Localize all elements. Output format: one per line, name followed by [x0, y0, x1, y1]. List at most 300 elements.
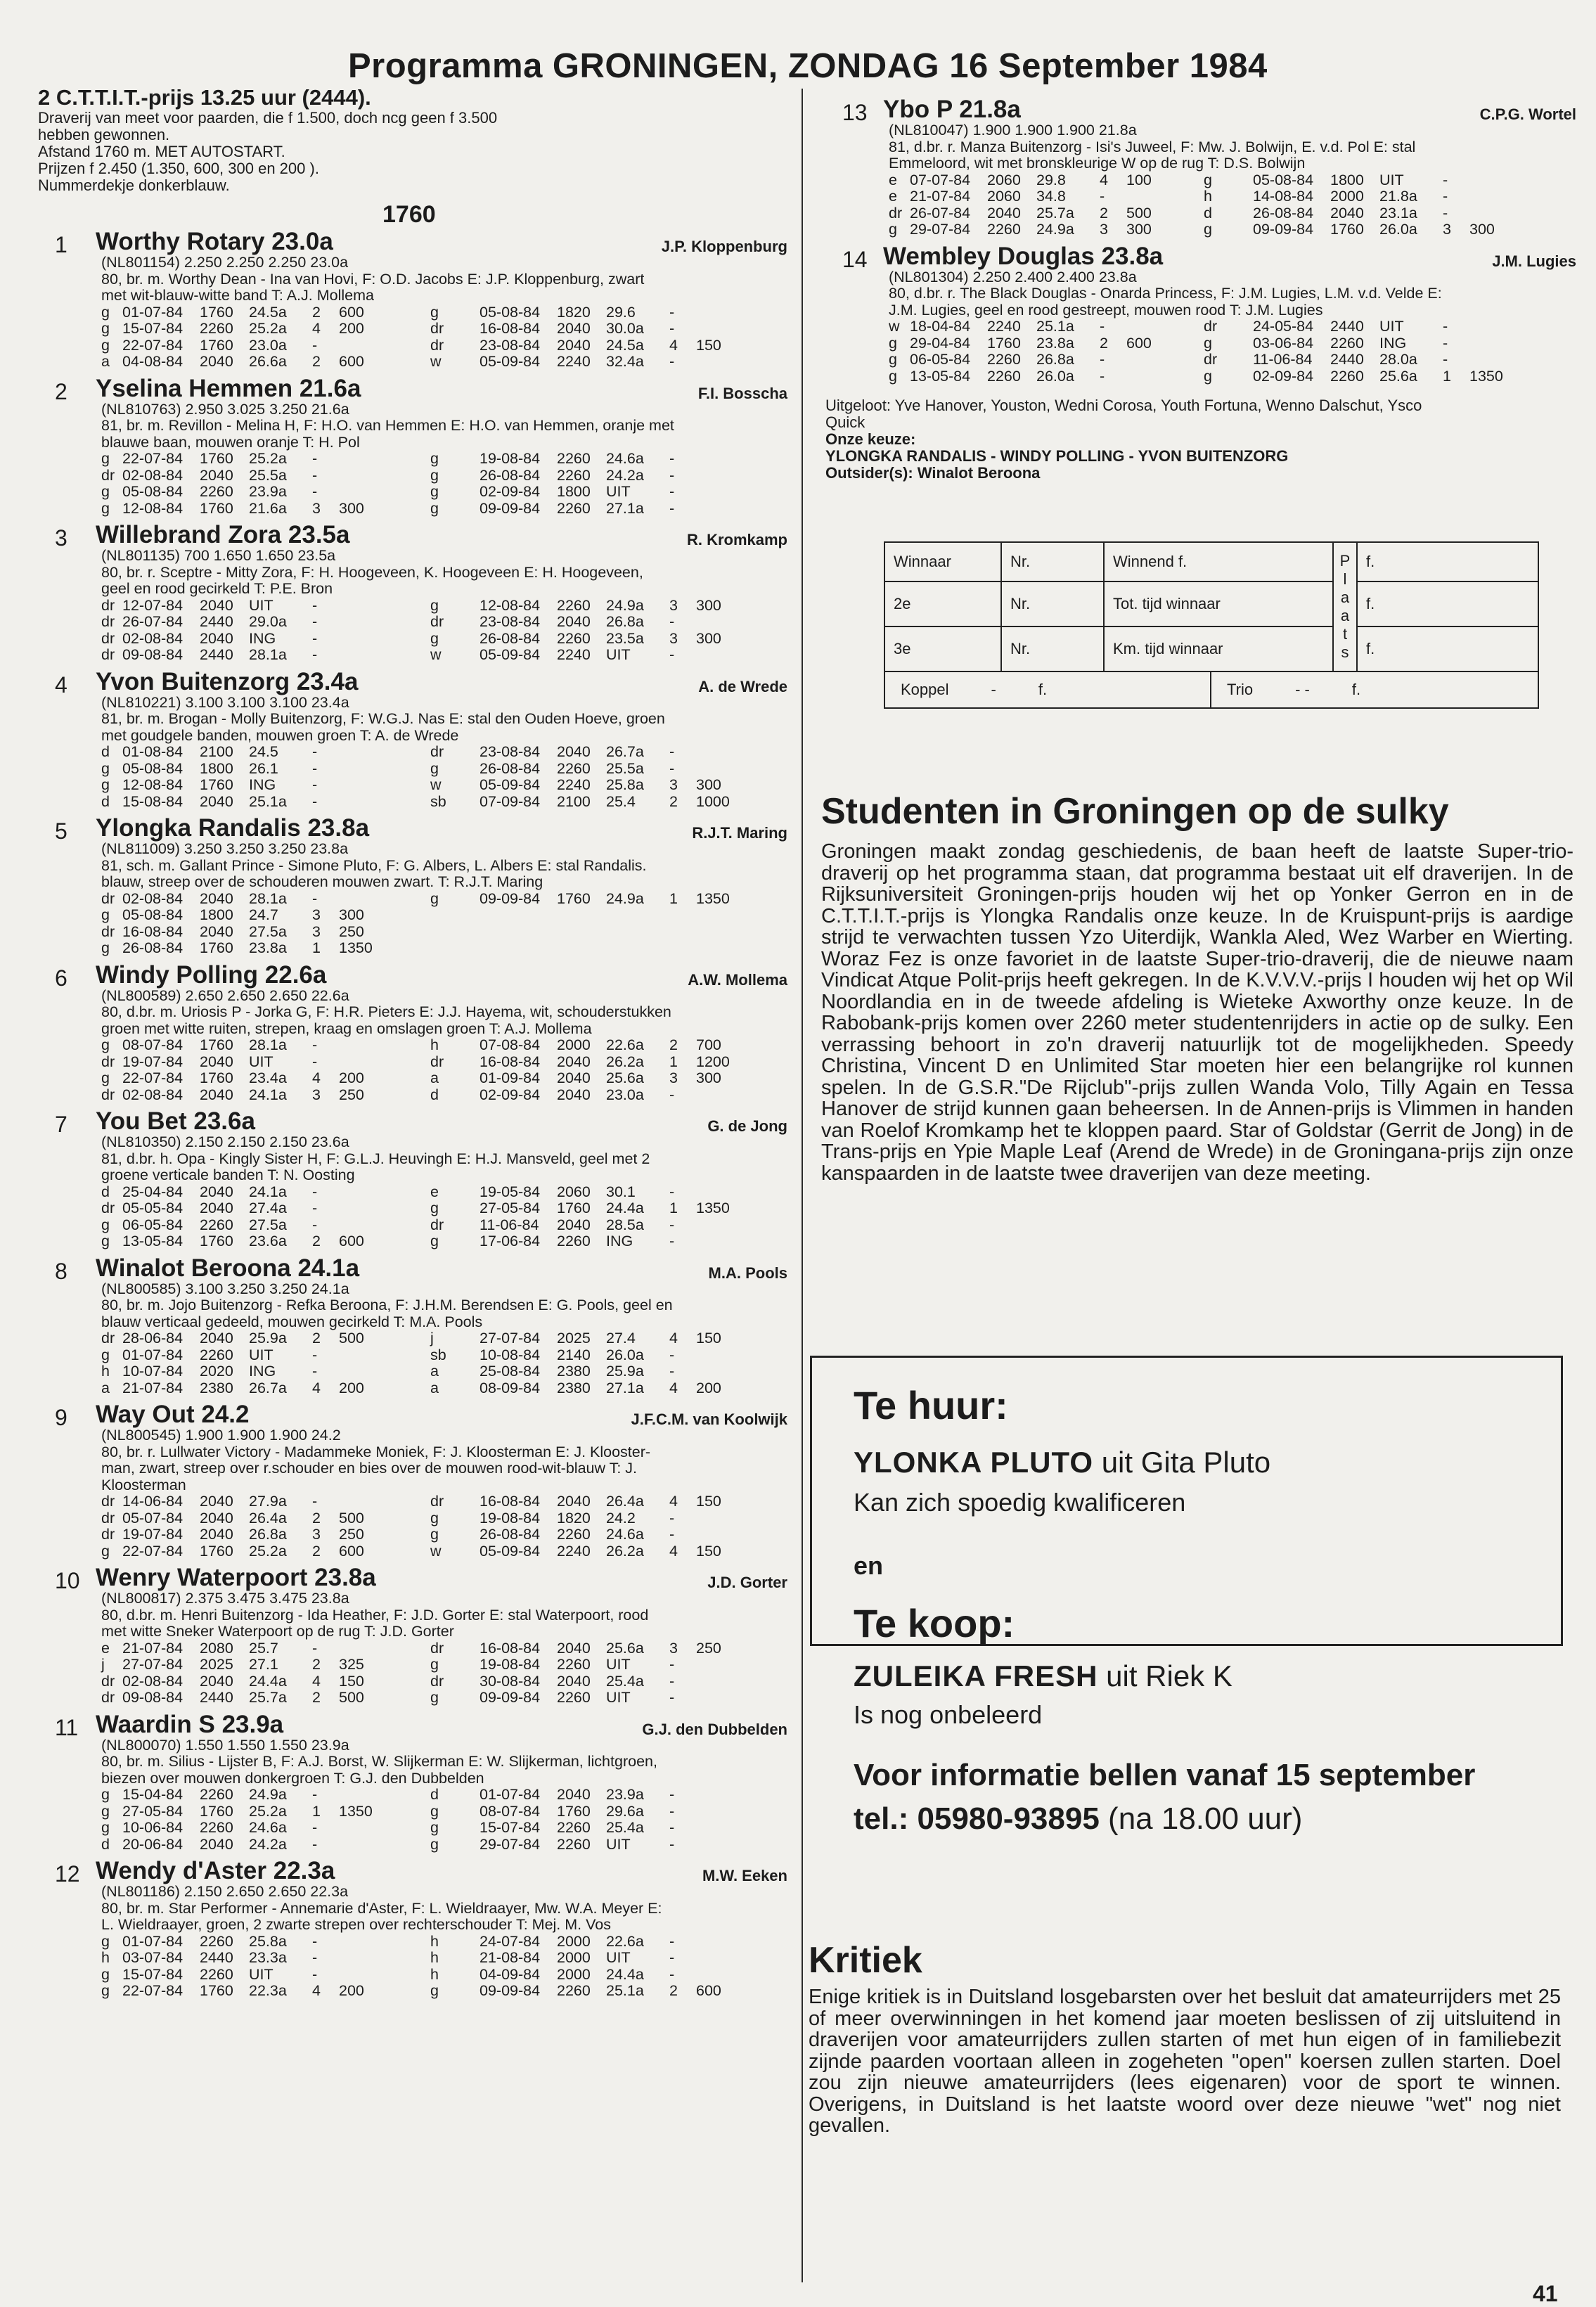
- form-cell: sb: [430, 792, 446, 810]
- form-cell: g: [430, 303, 439, 321]
- form-cell: 600: [339, 1233, 364, 1249]
- form-cell: 27.4: [606, 1330, 636, 1347]
- form-cell: -: [669, 1835, 675, 1853]
- form-cell: g: [430, 1819, 439, 1836]
- form-cell: j: [101, 1656, 105, 1673]
- form-cell: [1469, 205, 1526, 222]
- form-cell: -: [312, 776, 318, 793]
- form-cell: [696, 1690, 752, 1707]
- form-cell: -: [669, 320, 675, 337]
- form-cell: 17-06-84: [480, 1233, 541, 1249]
- entry-detail-line: man, zwart, streep over r.schouder en bies over de mouwen rood-wit-blauw T: J.: [101, 1460, 638, 1477]
- form-cell: [696, 1510, 752, 1527]
- entry-detail-line: (NL810350) 2.150 2.150 2.150 23.6a: [101, 1133, 349, 1150]
- form-cell: [696, 1950, 752, 1967]
- form-cell: 21-07-84: [122, 1379, 184, 1396]
- form-row: [101, 891, 787, 908]
- form-row: [101, 1493, 787, 1510]
- form-cell: 29.0a: [249, 613, 287, 630]
- form-cell: UIT: [249, 1346, 273, 1363]
- entry-header: [825, 96, 1576, 125]
- form-cell: 27.4a: [249, 1200, 287, 1216]
- ad-huur-sub: Kan zich spoedig kwalificeren: [854, 1488, 1186, 1517]
- form-cell: 2: [669, 1036, 678, 1053]
- form-cell: [606, 907, 669, 924]
- form-cell: 1760: [200, 336, 233, 354]
- entry-detail-line: (NL800589) 2.650 2.650 2.650 22.6a: [101, 987, 349, 1004]
- form-row: [101, 1543, 787, 1560]
- form-cell: 05-08-84: [480, 303, 541, 321]
- form-cell: 2025: [557, 1330, 591, 1347]
- form-cell: -: [669, 450, 675, 467]
- form-cell: 05-09-84: [480, 1542, 541, 1560]
- form-cell: 2: [669, 792, 678, 810]
- form-cell: g: [889, 351, 897, 368]
- form-cell: 4: [312, 1069, 321, 1086]
- form-cell: [339, 1837, 430, 1853]
- form-cell: 25-08-84: [480, 1363, 541, 1380]
- form-cell: 2260: [1330, 367, 1364, 385]
- form-cell: g: [101, 1542, 110, 1560]
- form-cell: -: [669, 1363, 675, 1380]
- form-cell: 26.7a: [606, 743, 644, 760]
- form-cell: 2260: [557, 629, 591, 647]
- form-cell: -: [669, 1689, 675, 1706]
- ad-huur-horse: [854, 1446, 1270, 1479]
- form-cell: 3: [669, 1639, 678, 1657]
- form-cell: 25.9a: [249, 1330, 287, 1347]
- form-cell: 2000: [557, 1932, 591, 1950]
- form-row: [101, 1347, 787, 1364]
- form-cell: 09-09-84: [1253, 221, 1314, 238]
- form-cell: [696, 1657, 752, 1673]
- form-cell: 26-08-84: [480, 759, 541, 777]
- form-cell: 2040: [200, 889, 233, 907]
- form-cell: 26-08-84: [480, 629, 541, 647]
- form-cell: 28-06-84: [122, 1330, 184, 1347]
- form-cell: 23.1a: [1379, 204, 1417, 221]
- driver-name: R. Kromkamp: [686, 531, 787, 548]
- entry-header: [38, 228, 787, 255]
- form-cell: g: [430, 1509, 439, 1527]
- form-cell: 500: [339, 1689, 364, 1706]
- entry-detail-line: met witte Sneker Waterpoort op de rug T: J.D. Gorter: [101, 1623, 454, 1640]
- result-label: Km. tijd winnaar: [1104, 626, 1333, 671]
- horse-entry: [38, 1711, 787, 1853]
- form-cell: -: [312, 1949, 318, 1966]
- form-cell: 2260: [200, 1786, 233, 1803]
- form-cell: [339, 744, 430, 761]
- form-row: [101, 1054, 787, 1071]
- form-cell: 500: [339, 1330, 364, 1347]
- form-cell: w: [430, 646, 442, 663]
- form-cell: UIT: [606, 1656, 631, 1673]
- form-cell: 2260: [557, 450, 591, 467]
- form-cell: [696, 940, 752, 957]
- form-cell: 2040: [200, 353, 233, 370]
- form-cell: 2000: [557, 1949, 591, 1966]
- form-row: [889, 221, 1576, 238]
- form-row: [101, 1673, 787, 1690]
- form-cell: 1760: [200, 303, 233, 321]
- form-row: [101, 1380, 787, 1397]
- form-row: [101, 1983, 787, 2000]
- keuze-line: Onze keuze:: [825, 430, 916, 448]
- horse-name: Yvon Buitenzorg 23.4a: [96, 667, 359, 695]
- form-cell: -: [312, 1363, 318, 1380]
- ad-info: Voor informatie bellen vanaf 15 september: [854, 1758, 1476, 1792]
- result-label: f.: [1357, 626, 1538, 671]
- form-cell: e: [889, 188, 897, 205]
- form-cell: 2260: [557, 466, 591, 484]
- form-cell: g: [101, 1036, 110, 1053]
- form-cell: [1126, 368, 1204, 385]
- form-cell: 2040: [200, 1183, 233, 1200]
- form-cell: -: [669, 1233, 675, 1249]
- form-cell: h: [1204, 188, 1212, 205]
- form-cell: 2260: [1330, 334, 1364, 352]
- ad-koop-heading: Te koop:: [854, 1601, 1015, 1645]
- entry-detail-line: (NL800585) 3.100 3.250 3.250 24.1a: [101, 1280, 349, 1297]
- result-label: f.: [1357, 581, 1538, 626]
- result-label: -: [991, 681, 996, 698]
- form-cell: dr: [101, 1200, 115, 1216]
- form-cell: [1469, 352, 1526, 368]
- form-row: [101, 1690, 787, 1707]
- form-cell: 14-08-84: [1253, 188, 1314, 205]
- form-cell: 2060: [987, 171, 1021, 188]
- form-cell: [669, 907, 696, 924]
- entries-list: [38, 228, 787, 2000]
- form-cell: 1350: [339, 939, 373, 956]
- form-cell: 29.6: [606, 303, 636, 321]
- form-cell: 22-07-84: [122, 1982, 184, 1999]
- form-row: [889, 368, 1576, 385]
- form-cell: w: [430, 1542, 442, 1560]
- form-cell: 27.5a: [249, 1216, 287, 1233]
- form-cell: [339, 468, 430, 484]
- entry-header: [38, 1710, 787, 1740]
- form-cell: ING: [1379, 334, 1407, 352]
- form-cell: [339, 1054, 430, 1071]
- form-cell: g: [101, 499, 110, 517]
- form-cell: 25.4a: [606, 1672, 644, 1690]
- race-info-line: Draverij van meet voor paarden, die f 1.500, doch ncg geen f 3.500: [38, 109, 498, 127]
- form-cell: ING: [249, 629, 276, 647]
- form-cell: 25.6a: [606, 1639, 644, 1657]
- form-cell: 18-04-84: [910, 318, 971, 335]
- article-kritiek: Enige kritiek is in Duitsland losgebarsten over het besluit dat amateurrijders met 25 of meer overwinningen in het komend jaar moeten beslissen of zij uitsluitend in draverijen voor amateurrijders zullen starten of met hun eigen of in familiebezit zijnde paarden voortaan alleen in zogeheten "open" koersen zullen starten. Doel zou zijn nieuwe amateurrijders (lees eigenaren) voor de sport te winnen. Overigens, in Duitsland is het laatste woord over deze nieuwe "wet" nog niet gevallen.: [809, 1986, 1561, 2137]
- form-cell: 22.6a: [606, 1036, 644, 1053]
- form-cell: 29-07-84: [910, 221, 971, 238]
- form-cell: 25.8a: [606, 776, 644, 793]
- entry-body: [101, 1427, 787, 1560]
- form-cell: 2000: [557, 1036, 591, 1053]
- form-cell: w: [889, 318, 900, 335]
- form-cell: a: [430, 1379, 439, 1396]
- form-row: [889, 319, 1576, 335]
- form-cell: 2380: [557, 1363, 591, 1380]
- form-cell: g: [430, 1982, 439, 1999]
- form-cell: 23.3a: [249, 1949, 287, 1966]
- form-cell: 05-09-84: [480, 353, 541, 370]
- form-cell: 13-05-84: [910, 367, 971, 385]
- form-cell: -: [312, 450, 318, 467]
- form-row: [101, 1640, 787, 1657]
- form-cell: 3: [669, 776, 678, 793]
- form-cell: -: [669, 1802, 675, 1820]
- form-cell: 26.0a: [1379, 221, 1417, 238]
- form-cell: 1800: [1330, 171, 1364, 188]
- form-cell: 2100: [200, 743, 233, 760]
- form-cell: d: [1204, 204, 1212, 221]
- entry-body: [101, 1134, 787, 1250]
- form-cell: 20-06-84: [122, 1835, 184, 1853]
- form-cell: d: [101, 1183, 110, 1200]
- form-cell: 23.4a: [249, 1069, 287, 1086]
- driver-name: G. de Jong: [707, 1117, 787, 1135]
- entry-detail-line: (NL810763) 2.950 3.025 3.250 21.6a: [101, 400, 349, 418]
- entry-number: 13: [842, 100, 868, 125]
- form-cell: h: [430, 1932, 439, 1950]
- form-row: [101, 1950, 787, 1967]
- form-cell: 700: [696, 1036, 721, 1053]
- form-cell: h: [430, 1036, 439, 1053]
- form-cell: 26.6a: [249, 353, 287, 370]
- form-cell: 1760: [1330, 221, 1364, 238]
- form-cell: 25.2a: [249, 1802, 287, 1820]
- form-cell: -: [669, 646, 675, 663]
- form-cell: 24.9a: [1036, 221, 1074, 238]
- form-row: [101, 468, 787, 484]
- form-cell: 26.2a: [606, 1053, 644, 1070]
- form-cell: g: [101, 1802, 110, 1820]
- form-cell: 09-08-84: [122, 646, 184, 663]
- entry-number: 3: [55, 525, 67, 551]
- form-cell: -: [312, 1183, 318, 1200]
- result-label: Tot. tijd winnaar: [1104, 581, 1333, 626]
- form-cell: -: [312, 1639, 318, 1657]
- form-cell: 2260: [557, 1689, 591, 1706]
- form-cell: 600: [339, 353, 364, 370]
- form-cell: g: [101, 939, 110, 956]
- form-cell: [339, 598, 430, 615]
- form-row: [101, 777, 787, 794]
- form-cell: g: [101, 1965, 110, 1983]
- form-cell: 23.8a: [1036, 334, 1074, 352]
- page-title: Programma GRONINGEN, ZONDAG 16 September 1984: [348, 47, 1268, 85]
- form-cell: 06-05-84: [910, 351, 971, 368]
- form-cell: 26.8a: [606, 613, 644, 630]
- form-cell: 15-07-84: [122, 320, 184, 337]
- form-cell: d: [101, 743, 110, 760]
- entry-detail-line: (NL810047) 1.900 1.900 1.900 21.8a: [889, 122, 1137, 139]
- entry-number: 14: [842, 246, 868, 272]
- horse-entry: [38, 375, 787, 518]
- horse-entry: [825, 243, 1576, 385]
- form-cell: -: [1100, 351, 1105, 368]
- form-cell: -: [1100, 318, 1105, 335]
- form-cell: 1350: [696, 1200, 730, 1216]
- entry-detail-line: 81, br. m. Revillon - Melina H, F: H.O. van Hemmen E: H.O. van Hemmen, oranje met: [101, 417, 674, 434]
- form-cell: -: [312, 1036, 318, 1053]
- form-cell: 2: [312, 1233, 321, 1249]
- form-cell: -: [312, 613, 318, 630]
- entry-header: [38, 1857, 787, 1887]
- form-cell: 23-08-84: [480, 613, 541, 630]
- form-cell: 2240: [557, 353, 591, 370]
- form-row: [889, 335, 1576, 352]
- uitgeloot-line: Quick: [825, 413, 865, 431]
- form-cell: [696, 321, 752, 338]
- form-cell: 19-08-84: [480, 450, 541, 467]
- form-cell: g: [101, 303, 110, 321]
- form-cell: [339, 1184, 430, 1201]
- form-cell: 2380: [557, 1379, 591, 1396]
- form-cell: -: [669, 1932, 675, 1950]
- form-cell: 300: [696, 1069, 721, 1086]
- form-cell: 4: [1100, 171, 1108, 188]
- form-cell: 150: [696, 1330, 721, 1347]
- form-row: [101, 940, 787, 957]
- form-cell: 08-07-84: [122, 1036, 184, 1053]
- form-cell: 2440: [1330, 318, 1364, 335]
- form-cell: h: [101, 1363, 110, 1380]
- result-label: Koppel: [901, 681, 949, 698]
- form-cell: 2100: [557, 792, 591, 810]
- form-cell: 29.8: [1036, 171, 1066, 188]
- form-cell: 09-09-84: [480, 499, 541, 517]
- form-cell: g: [430, 1200, 439, 1216]
- form-cell: 2040: [557, 1493, 591, 1510]
- form-cell: -: [312, 629, 318, 647]
- form-cell: 4: [669, 1493, 678, 1510]
- form-cell: 03-06-84: [1253, 334, 1314, 352]
- form-cell: 2040: [987, 204, 1021, 221]
- form-cell: -: [312, 1200, 318, 1216]
- form-row: [889, 205, 1576, 222]
- form-cell: dr: [430, 613, 444, 630]
- form-cell: 25.2a: [249, 320, 287, 337]
- ad-horse-dam: uit Riek K: [1106, 1659, 1233, 1692]
- form-cell: 02-08-84: [122, 1086, 184, 1103]
- horse-name: Wenry Waterpoort 23.8a: [96, 1564, 376, 1591]
- form-cell: ING: [249, 1363, 276, 1380]
- keuze-line: YLONGKA RANDALIS - WINDY POLLING - YVON BUITENZORG: [825, 447, 1289, 465]
- form-cell: [339, 1787, 430, 1804]
- form-cell: g: [101, 1819, 110, 1836]
- form-cell: -: [1443, 318, 1448, 335]
- form-row: [101, 1967, 787, 1984]
- form-cell: 25.1a: [249, 792, 287, 810]
- form-cell: dr: [101, 1330, 115, 1347]
- form-cell: 25.8a: [249, 1932, 287, 1950]
- form-cell: 600: [339, 1542, 364, 1560]
- form-cell: [696, 354, 752, 371]
- form-cell: -: [669, 483, 675, 500]
- form-cell: 15-08-84: [122, 792, 184, 810]
- form-cell: 24.5a: [606, 336, 644, 354]
- form-cell: 2080: [200, 1639, 233, 1657]
- form-cell: -: [312, 1932, 318, 1950]
- form-cell: 23.0a: [606, 1086, 644, 1103]
- form-cell: -: [312, 759, 318, 777]
- form-cell: -: [1443, 171, 1448, 188]
- form-cell: [339, 631, 430, 648]
- entry-number: 6: [55, 965, 67, 991]
- form-cell: g: [430, 596, 439, 614]
- form-cell: 1200: [696, 1053, 730, 1070]
- form-row: [101, 1527, 787, 1543]
- form-cell: 150: [696, 336, 721, 354]
- form-cell: 1760: [200, 1542, 233, 1560]
- form-row: [101, 1070, 787, 1087]
- form-cell: -: [669, 466, 675, 484]
- form-cell: 25.7a: [1036, 204, 1074, 221]
- result-label: Nr.: [1001, 581, 1104, 626]
- form-cell: 12-08-84: [122, 499, 184, 517]
- ad-horse-name: YLONKA PLUTO: [854, 1446, 1094, 1479]
- form-cell: dr: [430, 1216, 444, 1233]
- form-cell: -: [669, 303, 675, 321]
- form-cell: 1760: [200, 1802, 233, 1820]
- form-row: [101, 484, 787, 501]
- race-distance: 1760: [382, 201, 436, 228]
- form-cell: -: [669, 1786, 675, 1803]
- form-cell: 24-05-84: [1253, 318, 1314, 335]
- form-cell: 150: [696, 1542, 721, 1560]
- form-cell: dr: [430, 1672, 444, 1690]
- entry-detail-line: biezen over mouwen donkergroen T: G.J. den Dubbelden: [101, 1769, 484, 1787]
- form-cell: [480, 940, 557, 957]
- form-cell: [339, 1200, 430, 1217]
- form-cell: 2040: [200, 629, 233, 647]
- form-cell: 27.9a: [249, 1493, 287, 1510]
- form-cell: dr: [101, 1493, 115, 1510]
- entry-body: [101, 1737, 787, 1853]
- form-cell: 26.8a: [249, 1526, 287, 1543]
- form-cell: [696, 907, 752, 924]
- form-cell: 2: [312, 353, 321, 370]
- form-cell: 2: [312, 1656, 321, 1673]
- horse-name: You Bet 23.6a: [96, 1107, 255, 1135]
- entry-body: [101, 255, 787, 371]
- form-cell: [339, 484, 430, 501]
- form-cell: d: [101, 1835, 110, 1853]
- form-cell: 27.1: [249, 1656, 278, 1673]
- form-cell: 09-09-84: [480, 889, 541, 907]
- form-cell: 24.9a: [606, 889, 644, 907]
- form-cell: 3: [312, 1086, 321, 1103]
- form-row: [101, 1787, 787, 1804]
- form-cell: 2025: [200, 1656, 233, 1673]
- form-cell: 600: [339, 303, 364, 321]
- form-cell: 26.8a: [1036, 351, 1074, 368]
- form-cell: 2: [312, 1330, 321, 1347]
- form-cell: 07-07-84: [910, 171, 971, 188]
- form-cell: 1800: [200, 906, 233, 923]
- form-cell: 28.0a: [1379, 351, 1417, 368]
- form-cell: 2040: [200, 1330, 233, 1347]
- form-cell: 02-09-84: [480, 1086, 541, 1103]
- form-cell: 29.6a: [606, 1802, 644, 1820]
- right-column: [825, 91, 1576, 482]
- form-cell: 300: [339, 906, 364, 923]
- form-cell: 28.1a: [249, 646, 287, 663]
- form-cell: [557, 940, 606, 957]
- form-cell: 150: [339, 1672, 364, 1690]
- form-cell: 2040: [200, 1493, 233, 1510]
